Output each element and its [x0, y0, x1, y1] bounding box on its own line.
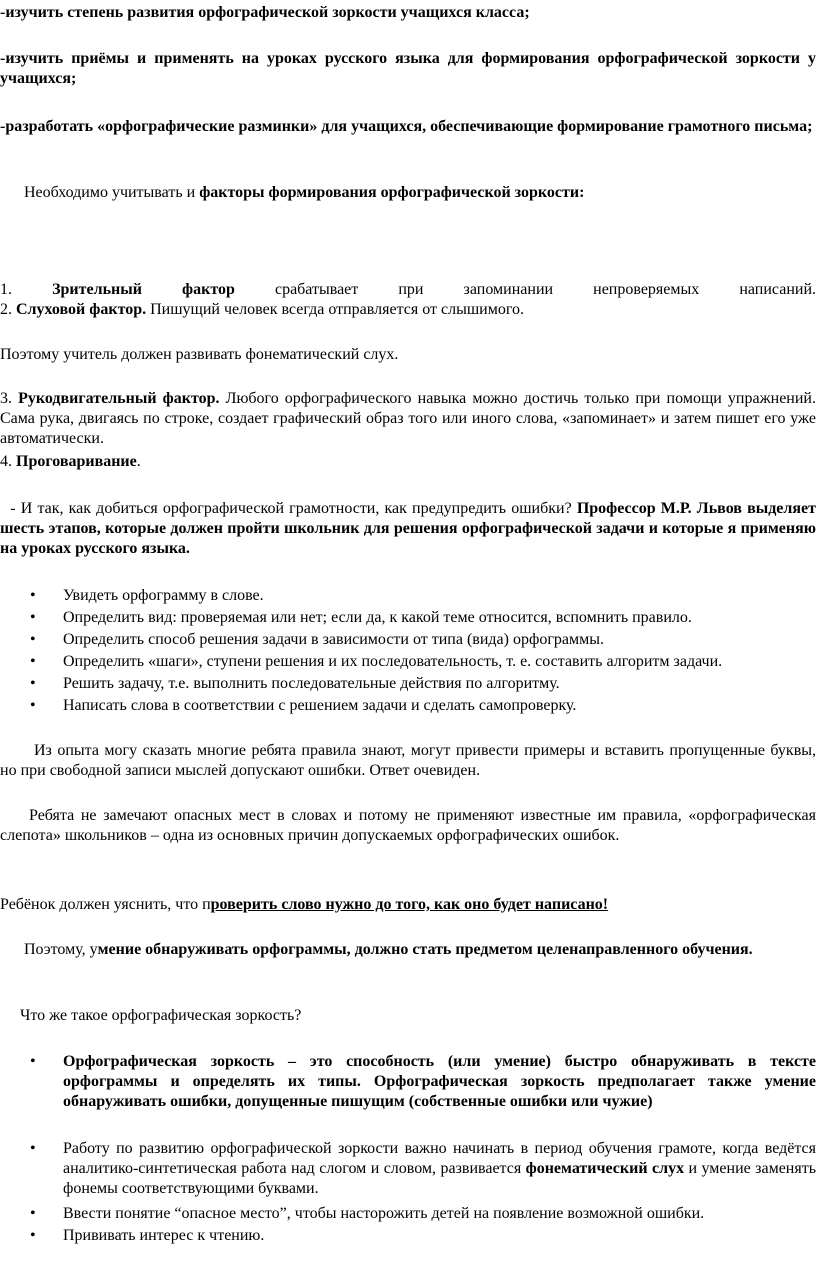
- definition-text: Орфографическая зоркость – это способность (или умение) быстро обнаруживать в тексте орфограммы и определять их типы. Орфографическая зоркость предполагает также умение обнаруживать ошибки, допущенные пишущим (собственные ошибки или чужие): [63, 1053, 816, 1110]
- factor-2-title: Слуховой фактор.: [16, 301, 147, 318]
- bullet-icon: •: [30, 631, 36, 648]
- stage-text: Определить способ решения задачи в зависимости от типа (вида) орфограммы.: [63, 631, 605, 648]
- factor-2-text: Пишущий человек всегда отправляется от слышимого.: [146, 301, 524, 318]
- goal-2: -изучить приёмы и применять на уроках русского языка для формирования орфографической зоркости у учащихся;: [0, 50, 816, 87]
- bullet-icon: •: [30, 1227, 36, 1244]
- goal-3: -разработать «орфографические разминки» для учащихся, обеспечивающие формирование грамотного письма;: [0, 118, 813, 135]
- recommendation-2-text: Ввести понятие “опасное место”, чтобы насторожить детей на появление возможной ошибки.: [63, 1205, 705, 1222]
- learning-goal-bold: мение обнаруживать орфограммы, должно стать предметом целенаправленного обучения.: [97, 941, 753, 958]
- lvov-intro-plain: - И так, как добиться орфографической грамотности, как предупредить ошибки?: [0, 500, 577, 517]
- stage-text: Определить «шаги», ступени решения и их последовательность, т. е. составить алгоритм задачи.: [63, 653, 723, 670]
- factors-intro: [24, 183, 816, 203]
- bullet-icon: •: [30, 1205, 36, 1222]
- bullet-icon: •: [30, 609, 36, 626]
- factor-4-text: .: [136, 453, 141, 470]
- goal-1: -изучить степень развития орфографической зоркости учащихся класса;: [0, 4, 530, 21]
- factor-3-text: Любого орфографического навыка можно достичь только при помощи упражнений. Сама рука, двигаясь по строке, создает графический образ того или иного слова, «запоминает» и затем пишет его уже автоматически.: [0, 390, 816, 447]
- recommendation-1-plain: Работу по развитию орфографической зоркости важно начинать в период обучения грамоте, когда ведётся аналитико-синтетическая работа над слогом и словом, развивается: [63, 1140, 816, 1177]
- experience-paragraph: Из опыта могу сказать многие ребята правила знают, могут привести примеры и вставить пропущенные буквы, но при свободной записи мыслей допускают ошибки. Ответ очевиден.: [0, 742, 816, 779]
- factor-3-title: Рукодвигательный фактор.: [18, 390, 220, 407]
- stage-text: Решить задачу, т.е. выполнить последовательные действия по алгоритму.: [63, 675, 560, 692]
- stage-text: Увидеть орфограмму в слове.: [63, 587, 264, 604]
- bullet-icon: •: [30, 675, 36, 692]
- factors-intro-plain: Необходимо учитывать и: [24, 184, 200, 201]
- check-rule-underlined: роверить слово нужно до того, как оно будет написано!: [210, 896, 609, 913]
- factor-1-text: срабатывает при запоминании непроверяемых написаний.: [234, 281, 816, 298]
- factor-3: [0, 389, 816, 449]
- question: Что же такое орфографическая зоркость?: [20, 1007, 302, 1024]
- recommendation-1-plain-end: и умение заменять фонемы соответствующими буквами.: [63, 1160, 816, 1197]
- factor-2-number: 2.: [0, 301, 16, 318]
- factor-1-title: Зрительный фактор: [52, 281, 235, 298]
- lvov-intro-bold: Профессор М.Р. Львов выделяет шесть этапов, которые должен пройти школьник для решения орфографической задачи и которые я применяю на уроках русского языка.: [0, 500, 816, 557]
- bullet-icon: •: [30, 587, 36, 604]
- blindness-paragraph: Ребята не замечают опасных мест в словах и потому не применяют известные им правила, «орфографическая слепота» школьников – одна из основных причин допускаемых орфографических ошибок.: [0, 807, 816, 844]
- recommendation-3-text: Прививать интерес к чтению.: [63, 1227, 265, 1244]
- factor-4-title: Проговаривание: [16, 453, 137, 470]
- factor-4: [0, 452, 816, 472]
- stage-text: Написать слова в соответствии с решением задачи и сделать самопроверку.: [63, 697, 577, 714]
- check-rule: [0, 895, 816, 915]
- bullet-icon: •: [30, 697, 36, 714]
- recommendation-1-bold: фонематический слух: [525, 1160, 685, 1177]
- lvov-intro: [0, 499, 816, 559]
- factor-3-number: 3.: [0, 390, 19, 407]
- phonemic-note: Поэтому учитель должен развивать фонематический слух.: [0, 346, 399, 363]
- learning-goal: [0, 940, 816, 960]
- stage-text: Определить вид: проверяемая или нет; если да, к какой теме относится, вспомнить правило.: [63, 609, 692, 626]
- recommendation-1-text: [63, 1139, 816, 1199]
- check-rule-plain: Ребёнок должен уяснить, что п: [0, 896, 211, 913]
- bullet-icon: •: [30, 1140, 36, 1157]
- factor-1-number: 1.: [0, 281, 53, 298]
- factors-intro-bold: факторы формирования орфографической зоркости:: [199, 184, 585, 201]
- learning-goal-plain: Поэтому, у: [24, 941, 98, 958]
- bullet-icon: •: [30, 653, 36, 670]
- factor-4-number: 4.: [0, 453, 16, 470]
- factor-1: [0, 280, 816, 300]
- factor-2: [0, 300, 816, 320]
- bullet-icon: •: [30, 1053, 36, 1070]
